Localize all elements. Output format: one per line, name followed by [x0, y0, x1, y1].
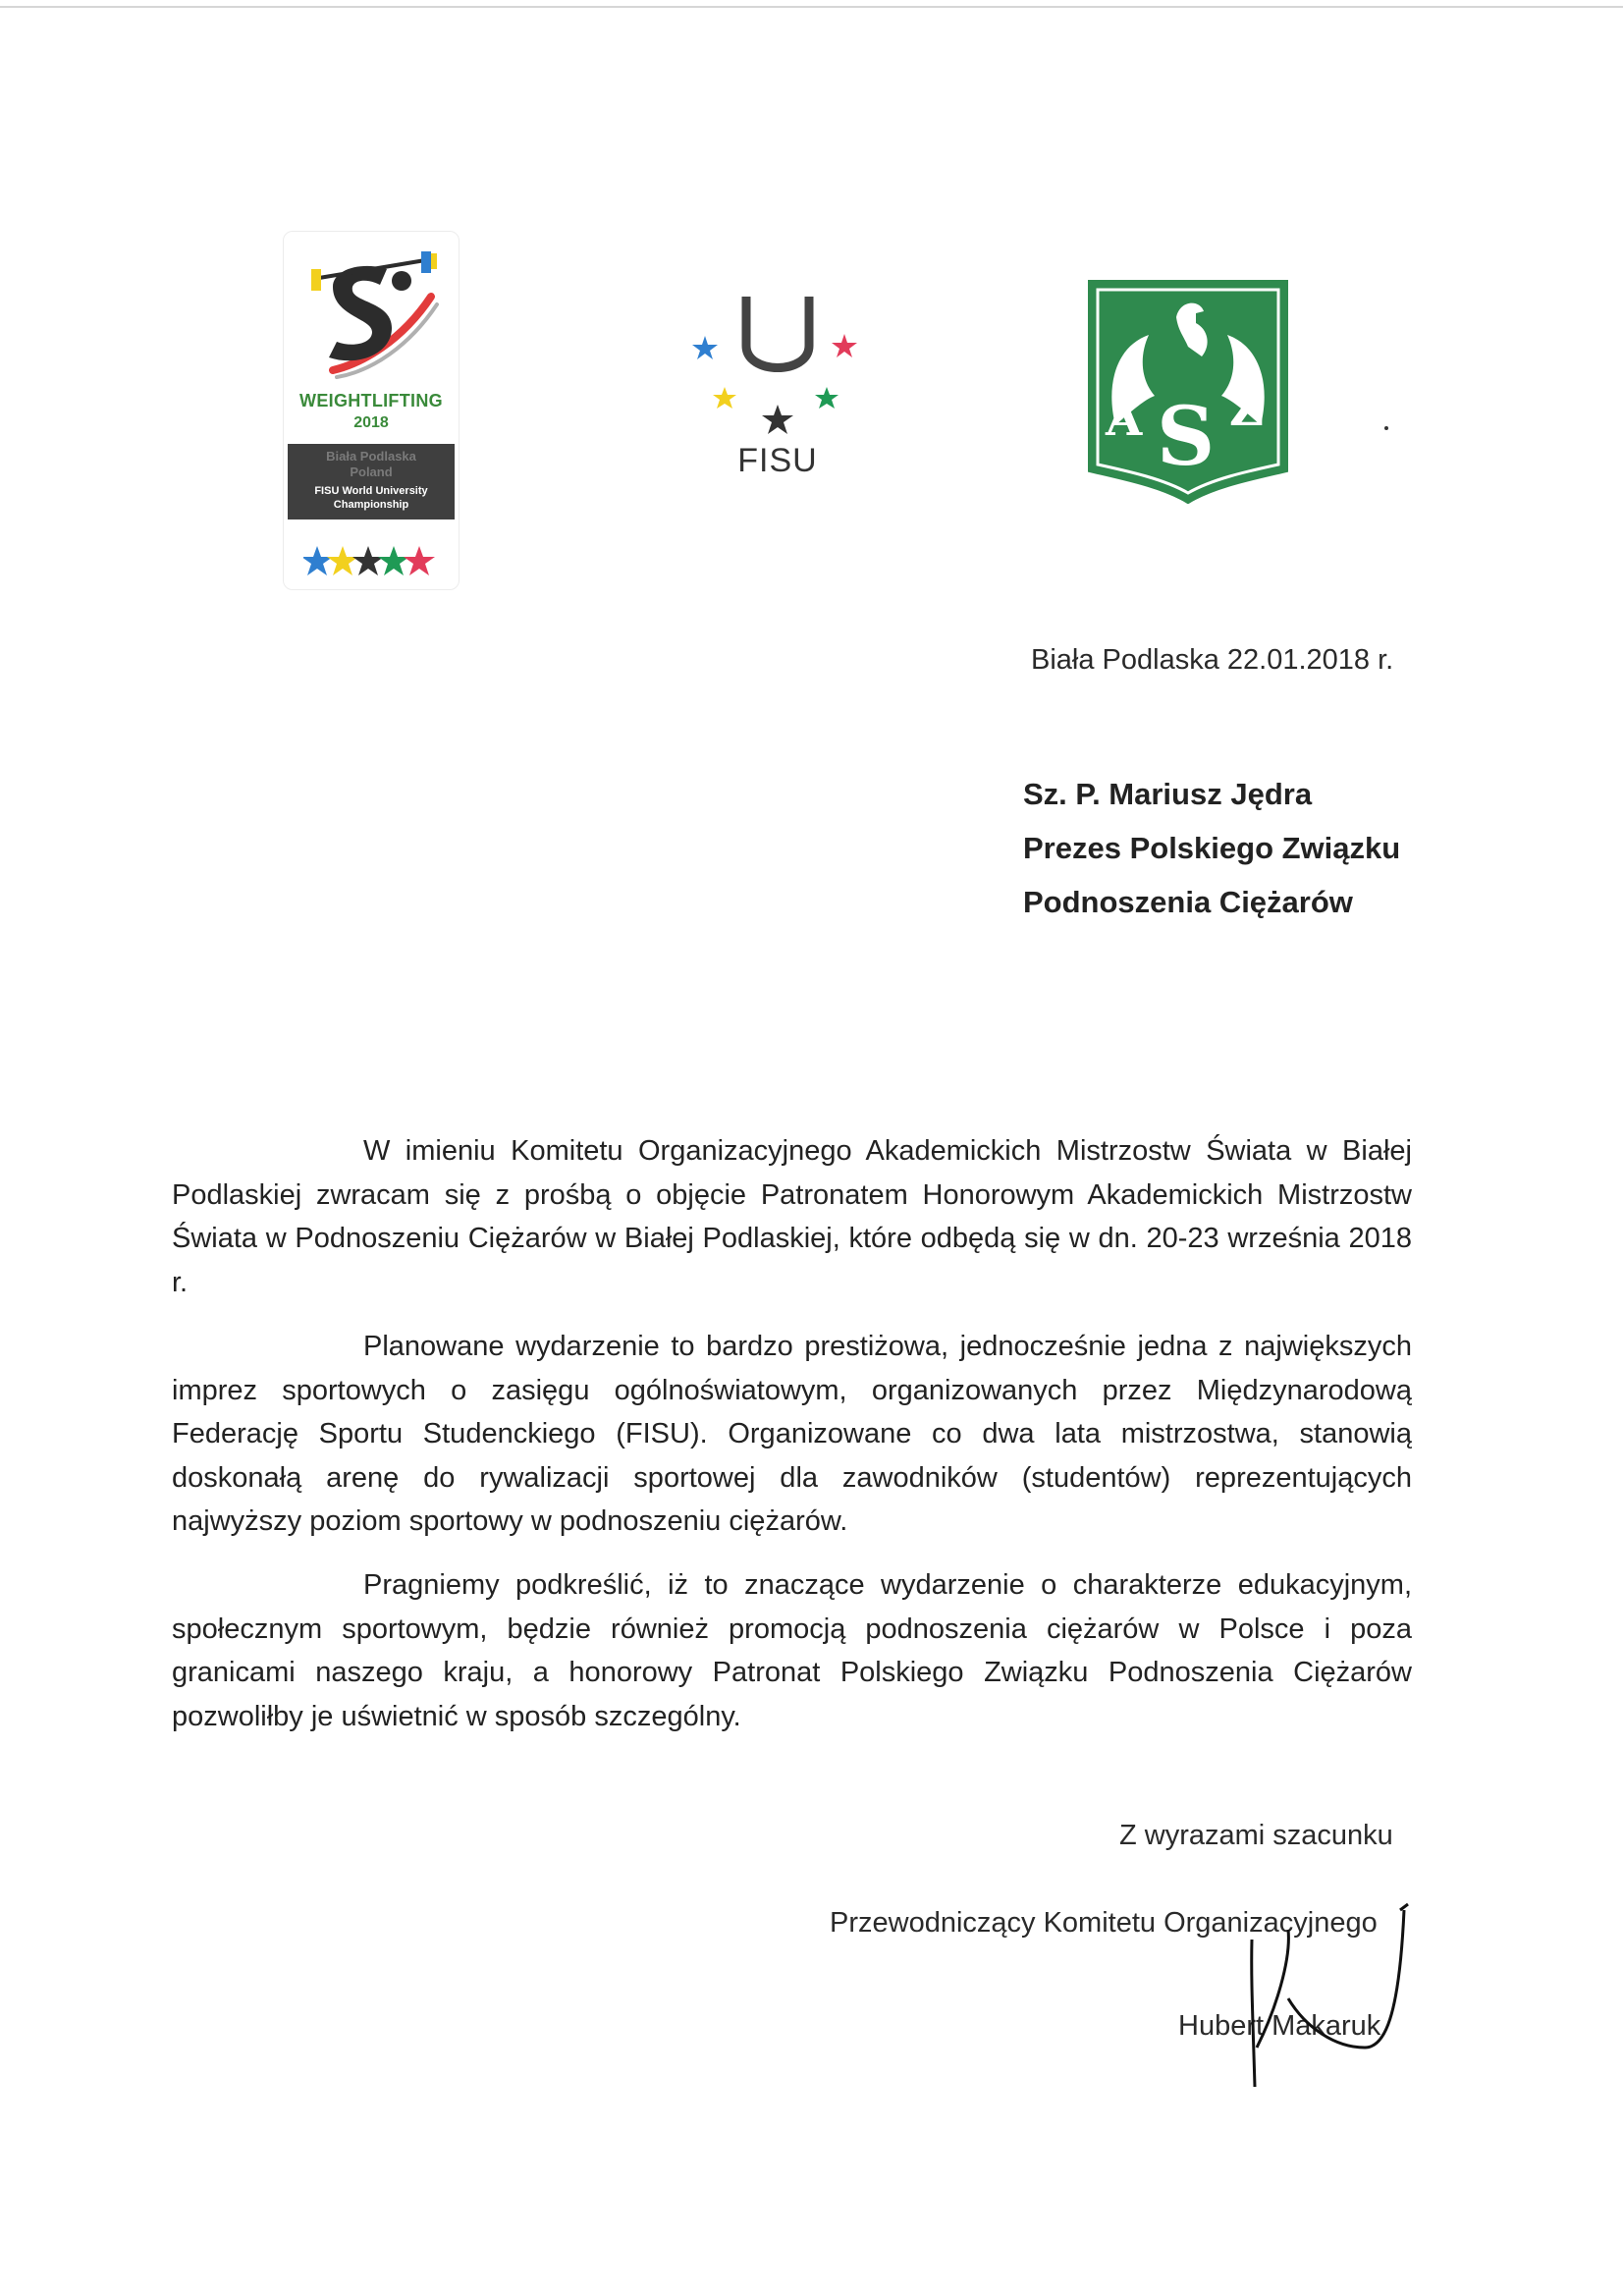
addressee-line: Sz. P. Mariusz Jędra	[1023, 777, 1313, 811]
top-rule	[0, 6, 1623, 8]
scan-speck	[1384, 426, 1388, 430]
letter-date: Biała Podlaska 22.01.2018 r.	[1031, 644, 1394, 676]
eagle-emblem-icon	[1086, 278, 1290, 504]
svg-text:A: A	[1106, 392, 1143, 447]
stars-icon	[303, 542, 441, 581]
body-paragraph: Pragniemy podkreślić, iż to znaczące wydarzenie o charakterze edukacyjnym, społecznym sportowym, będzie również promocją podnoszenia ciężarów w Polsce i poza granicami naszego kraju, a honorowy Patronat Polskiego Związku Podnoszenia Ciężarów pozwoliłby je uświetnić w sposób szczególny.	[172, 1569, 1412, 1732]
addressee-line: Podnoszenia Ciężarów	[1023, 885, 1353, 919]
logo-event-line2: Championship	[333, 499, 409, 511]
logo-city: Biała Podlaska	[326, 449, 416, 464]
body-paragraph: Planowane wydarzenie to bardzo prestiżowa, jednocześnie jedna z największych imprez sportowych o zasięgu ogólnoświatowym, organizowanych przez Międzynarodową Federację Sportu Studenckiego (FISU). Organizowane co dwa lata mistrzostwa, stanowią doskonałą arenę do rywalizacji sportowej dla zawodników (studentów) reprezentujących najwyższy poziom sportowy w podnoszeniu ciężarów.	[172, 1331, 1412, 1537]
logo-event-line1: FISU World University	[314, 485, 428, 497]
body-paragraph: W imieniu Komitetu Organizacyjnego Akademickich Mistrzostw Świata w Białej Podlaskiej zwracam się z prośbą o objęcie Patronatem Honorowym Akademickich Mistrzostw Świata w Podnoszeniu Ciężarów w Białej Podlaskiej, które odbędą się w dn. 20-23 września 2018 r.	[172, 1135, 1412, 1298]
logo-country: Poland	[350, 465, 393, 479]
logo-year: 2018	[353, 414, 389, 431]
logo-title: WEIGHTLIFTING	[299, 391, 443, 410]
signatory-name: Hubert Makaruk	[1178, 2010, 1381, 2042]
logo-band	[288, 444, 455, 519]
fisu-label: FISU	[737, 442, 818, 479]
weightlifting-2018-logo	[283, 231, 460, 590]
handwritten-signature	[1198, 1900, 1424, 2097]
addressee-block	[1023, 776, 1400, 938]
fisu-u-stars-icon	[689, 285, 866, 442]
fisu-logo	[689, 285, 866, 481]
svg-text:Z: Z	[1229, 382, 1265, 437]
weightlifter-icon	[294, 247, 451, 385]
signatory-role: Przewodniczący Komitetu Organizacyjnego	[830, 1907, 1378, 1939]
svg-text:S: S	[1157, 390, 1216, 484]
closing-phrase: Z wyrazami szacunku	[1119, 1820, 1393, 1851]
addressee-line: Prezes Polskiego Związku	[1023, 831, 1401, 865]
